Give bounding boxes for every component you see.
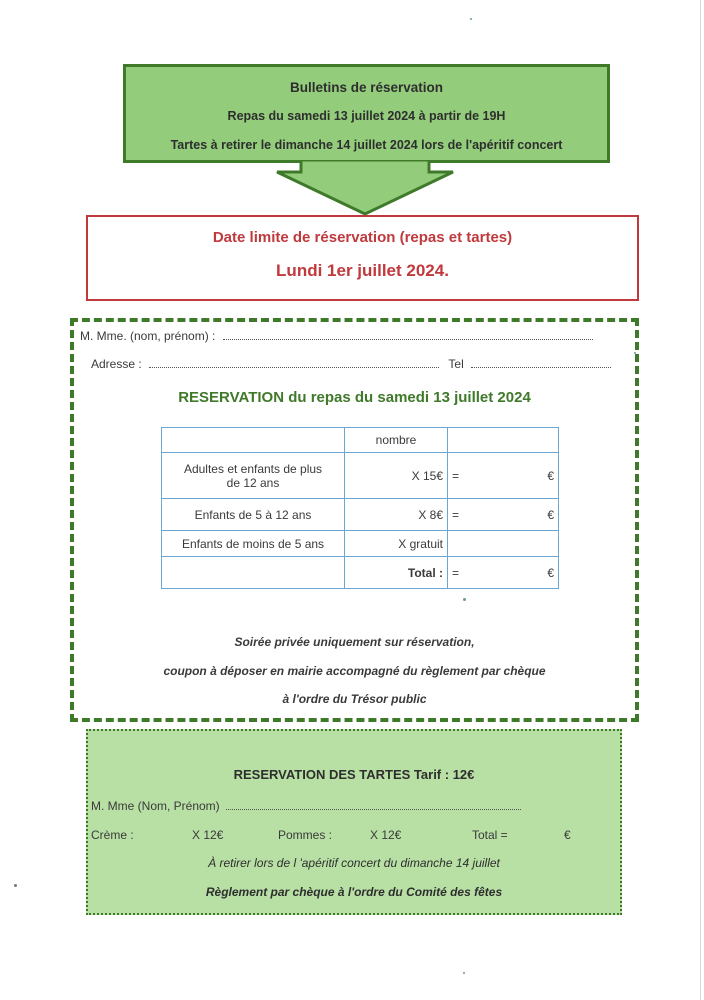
currency-sign: €: [547, 507, 554, 522]
amount-cell[interactable]: [448, 453, 559, 499]
tart-reservation-section: [86, 729, 622, 915]
meal-reservation-title: RESERVATION du repas du samedi 13 juillet 2024: [178, 389, 531, 406]
deadline-date: Lundi 1er juillet 2024.: [276, 261, 449, 280]
table-row: [162, 531, 559, 557]
scan-speck: [463, 598, 466, 601]
scan-speck: [14, 884, 17, 887]
price-cell: X 15€: [345, 453, 448, 499]
scan-speck: [470, 18, 472, 20]
amount-cell[interactable]: [448, 499, 559, 531]
name-input-line[interactable]: [223, 329, 593, 340]
notice-line-2: coupon à déposer en mairie accompagné du règlement par chèque: [163, 664, 546, 678]
table-header-count: nombre: [345, 428, 448, 453]
price-cell: X 8€: [345, 499, 448, 531]
page-edge: [700, 0, 701, 1000]
price-table: [161, 427, 559, 589]
name-field-row: [80, 329, 593, 343]
price-cell: X gratuit: [345, 531, 448, 557]
pommes-price[interactable]: X 12€: [370, 828, 402, 842]
scan-speck: [463, 972, 465, 974]
notice-line-3: à l'ordre du Trésor public: [282, 692, 427, 706]
scan-speck: [634, 352, 636, 354]
category-text: de 12 ans: [226, 475, 280, 490]
table-header-cell: [448, 428, 559, 453]
currency-sign: €: [547, 565, 554, 580]
tart-total-label: Total =: [472, 828, 508, 842]
meal-reservation-section: [70, 318, 639, 722]
category-cell: [162, 453, 345, 499]
deadline-label: Date limite de réservation (repas et tartes): [212, 229, 513, 246]
tart-pickup-note: À retirer lors de l 'apéritif concert du dimanche 14 juillet: [208, 856, 500, 870]
table-row: [162, 499, 559, 531]
notice-line-1: Soirée privée uniquement sur réservation,: [234, 635, 475, 649]
category-cell: Enfants de 5 à 12 ans: [162, 499, 345, 531]
down-arrow-icon: [275, 160, 455, 220]
tart-reservation-title: RESERVATION DES TARTES Tarif : 12€: [233, 767, 475, 782]
table-header-row: [162, 428, 559, 453]
address-input-line[interactable]: [149, 357, 439, 368]
tart-payment-note: Règlement par chèque à l'ordre du Comité des fêtes: [205, 885, 503, 899]
table-total-row: [162, 557, 559, 589]
tart-total-currency[interactable]: €: [564, 828, 571, 842]
header-box: [123, 64, 610, 163]
tart-name-label: M. Mme (Nom, Prénom): [91, 799, 220, 813]
category-text: Adultes et enfants de plus: [183, 461, 323, 476]
currency-sign: €: [547, 468, 554, 483]
address-label: Adresse :: [91, 357, 142, 371]
category-cell: Enfants de moins de 5 ans: [162, 531, 345, 557]
equals-sign: =: [452, 565, 460, 580]
amount-cell[interactable]: [448, 531, 559, 557]
address-field-row: [91, 357, 611, 371]
name-label: M. Mme. (nom, prénom) :: [80, 329, 216, 343]
creme-label: Crème :: [91, 828, 134, 842]
header-tart-pickup: Tartes à retirer le dimanche 14 juillet 2024 lors de l'apéritif concert: [170, 138, 563, 152]
tart-name-input-line[interactable]: [226, 799, 521, 810]
equals-sign: =: [452, 468, 460, 483]
deadline-box: [86, 215, 639, 301]
total-label: Total :: [345, 557, 448, 589]
category-cell: [162, 557, 345, 589]
tart-name-row: [91, 799, 521, 813]
tel-label: Tel: [448, 357, 464, 371]
tel-input-line[interactable]: [471, 357, 611, 368]
creme-price[interactable]: X 12€: [192, 828, 224, 842]
table-header-cell: [162, 428, 345, 453]
total-amount-cell[interactable]: [448, 557, 559, 589]
header-title: Bulletins de réservation: [289, 80, 444, 95]
equals-sign: =: [452, 507, 460, 522]
header-meal-date: Repas du samedi 13 juillet 2024 à partir de 19H: [227, 109, 506, 123]
table-row: [162, 453, 559, 499]
pommes-label: Pommes :: [278, 828, 333, 842]
